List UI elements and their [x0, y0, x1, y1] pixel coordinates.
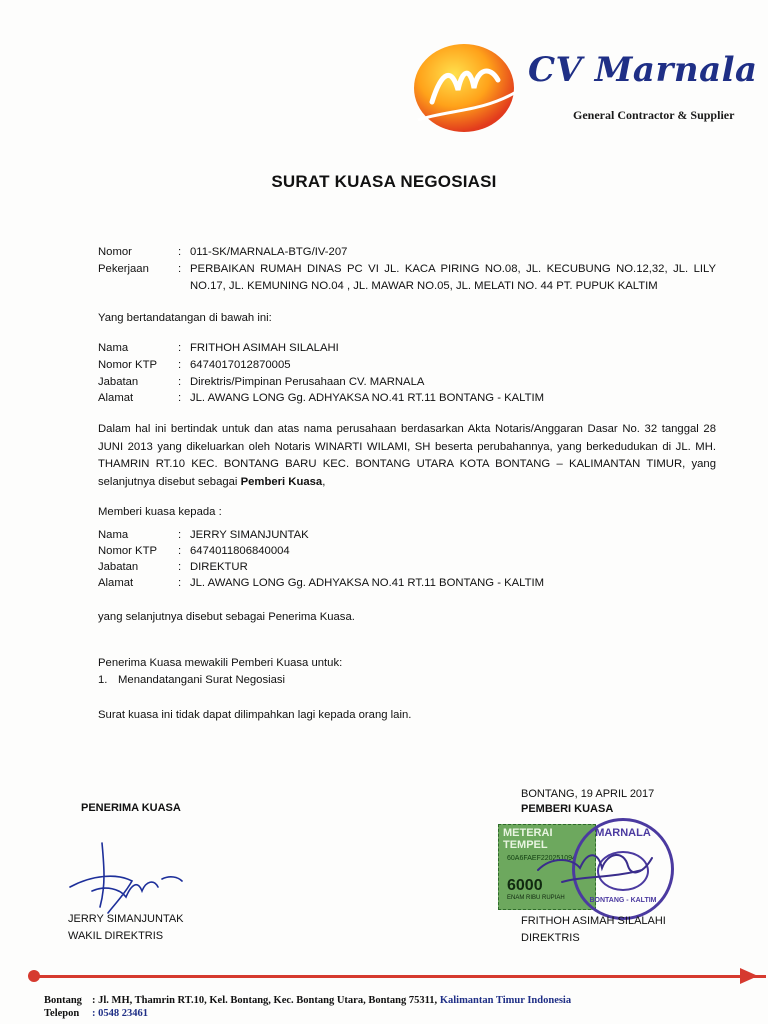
field-colon: : — [178, 529, 182, 541]
footer-phone — [92, 1008, 148, 1019]
brand-name: CV Marnala — [528, 50, 758, 90]
field-value: 6474011806840004 — [190, 545, 290, 557]
purpose-item — [98, 672, 286, 689]
materai-amount-words: ENAM RIBU RUPIAH — [507, 895, 565, 901]
field-label: Nomor — [98, 246, 132, 258]
field-label: Nomor KTP — [98, 545, 158, 557]
footer-address-text: : Jl. MH, Thamrin RT.10, Kel. Bontang, Kec. Bontang Utara, Bontang 75311, — [92, 995, 438, 1006]
materai-amount: 6000 — [507, 877, 543, 894]
footer-address-label: Bontang — [44, 995, 82, 1006]
field-label: Alamat — [98, 577, 134, 589]
document-title: SURAT KUASA NEGOSIASI — [271, 172, 497, 191]
field-colon: : — [178, 376, 182, 388]
field-label: Pekerjaan — [98, 263, 149, 275]
field-label: Nama — [98, 342, 129, 354]
place-date: BONTANG, 19 APRIL 2017 — [521, 788, 655, 800]
field-colon: : — [178, 246, 182, 258]
footer-arrow — [740, 968, 758, 984]
field-label: Jabatan — [98, 376, 139, 388]
field-label: Nomor KTP — [98, 359, 158, 371]
paragraph-text: Dalam hal ini bertindak untuk dan atas nama perusahaan berdasarkan Akta Notaris/Anggaran Dasar No. 32 tanggal 28 JUNI 2013 yang dikeluarkan oleh Notaris WINARTI WILAMI, SH beserta perubahannya, yang berkedudukan di JL. MH. THAMRIN RT.10 KEC. BONTANG BARU KEC. BONTANG UTARA KOTA BONTANG – KALIMANTAN TIMUR, yang selanjutnya disebut sebagai — [98, 423, 716, 488]
seal-text: MARNALA — [595, 827, 651, 839]
receiver-signature — [62, 835, 192, 920]
field-label: Alamat — [98, 392, 134, 404]
field-value: JERRY SIMANJUNTAK — [190, 529, 309, 541]
field-value: 011-SK/MARNALA-BTG/IV-207 — [190, 246, 348, 258]
field-label: Jabatan — [98, 561, 139, 573]
paragraph-end: , — [322, 475, 326, 488]
giver-position: DIREKTRIS — [521, 932, 580, 944]
receiver-position: WAKIL DIREKTRIS — [68, 930, 164, 942]
field-colon: : — [178, 545, 182, 557]
marnala-logo — [412, 40, 522, 135]
field-label: Nama — [98, 529, 129, 541]
grant-intro: Memberi kuasa kepada : — [98, 506, 222, 518]
footer-address — [92, 995, 571, 1006]
field-colon: : — [178, 359, 182, 371]
giver-signature — [532, 838, 662, 898]
field-colon: : — [178, 263, 182, 275]
field-value: PERBAIKAN RUMAH DINAS PC VI JL. KACA PIRING NO.08, JL. KECUBUNG NO.12,32, JL. LILY — [190, 263, 716, 275]
field-colon: : — [178, 392, 182, 404]
field-colon: : — [178, 342, 182, 354]
footer-phone-text: : 0548 23461 — [92, 1008, 148, 1019]
footer-address-region: Kalimantan Timur Indonesia — [439, 995, 572, 1006]
materai-serial: 60A6FAEF220251094 — [507, 855, 576, 862]
giver-heading: PEMBERI KUASA — [521, 803, 614, 815]
purpose-intro: Penerima Kuasa mewakili Pemberi Kuasa untuk: — [98, 657, 343, 669]
footer-divider — [30, 975, 766, 978]
receiver-name: JERRY SIMANJUNTAK — [68, 913, 184, 925]
materai-label: METERAI TEMPEL — [503, 827, 553, 851]
field-colon: : — [178, 577, 182, 589]
field-value: 6474017012870005 — [190, 359, 291, 371]
field-value: JL. AWANG LONG Gg. ADHYAKSA NO.41 RT.11 BONTANG - KALTIM — [190, 392, 545, 404]
closing-statement: Surat kuasa ini tidak dapat dilimpahkan lagi kepada orang lain. — [98, 709, 412, 721]
authority-paragraph — [98, 421, 716, 491]
intro-text: Yang bertandatangan di bawah ini: — [98, 312, 272, 324]
footer-phone-label: Telepon — [44, 1008, 80, 1019]
giver-name: FRITHOH ASIMAH SILALAHI — [521, 915, 666, 927]
receiver-heading: PENERIMA KUASA — [81, 802, 181, 814]
purpose-item-text: Menandatangani Surat Negosiasi — [118, 674, 286, 686]
purpose-item-number: 1. — [98, 674, 108, 686]
field-value: DIREKTUR — [190, 561, 248, 573]
field-value: Direktris/Pimpinan Perusahaan CV. MARNALA — [190, 376, 425, 388]
field-value: FRITHOH ASIMAH SILALAHI — [190, 342, 339, 354]
seal-bottom-text: BONTANG - KALTIM — [589, 897, 657, 904]
grantee-note: yang selanjutnya disebut sebagai Penerima Kuasa. — [98, 611, 355, 623]
footer-dot — [28, 970, 40, 982]
paragraph-emphasis: Pemberi Kuasa — [240, 475, 323, 488]
field-value: JL. AWANG LONG Gg. ADHYAKSA NO.41 RT.11 BONTANG - KALTIM — [190, 577, 545, 589]
field-colon: : — [178, 561, 182, 573]
brand-tagline: General Contractor & Supplier — [573, 108, 735, 122]
field-value-continuation: NO.17, JL. KEMUNING NO.04 , JL. MAWAR NO.05, JL. MELATI NO. 44 PT. PUPUK KALTIM — [190, 280, 658, 292]
